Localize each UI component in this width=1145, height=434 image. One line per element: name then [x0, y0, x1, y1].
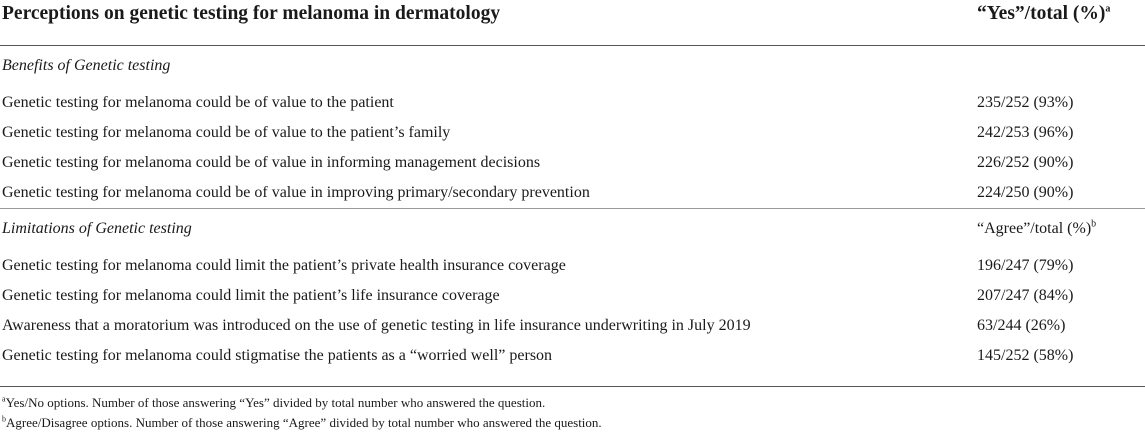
- benefits-heading: Benefits of Genetic testing: [2, 57, 171, 74]
- table-row: [0, 149, 1145, 179]
- row-label: Genetic testing for melanoma could stigmatise the patients as a “worried well” person: [2, 347, 553, 364]
- table-row: [0, 312, 1145, 342]
- limitations-heading-row: [0, 214, 1145, 244]
- limitations-column-header: [977, 220, 1096, 238]
- column-header-footnote-mark: a: [1105, 3, 1111, 15]
- footnote-a: [2, 395, 545, 411]
- footnote-b: [2, 415, 602, 431]
- row-value: 196/247 (79%): [977, 257, 1074, 274]
- table-row: [0, 119, 1145, 149]
- footnote-a-mark: a: [2, 394, 6, 404]
- row-value: 207/247 (84%): [977, 287, 1074, 304]
- row-value: 63/244 (26%): [977, 317, 1066, 334]
- table-row: [0, 282, 1145, 312]
- row-label: Genetic testing for melanoma could limit the patient’s private health insurance coverage: [2, 257, 566, 274]
- table-row: [0, 89, 1145, 119]
- column-header: [977, 3, 1110, 25]
- table-header-row: [0, 0, 1145, 36]
- benefits-section: [0, 51, 1145, 209]
- row-value: 145/252 (58%): [977, 347, 1074, 364]
- footnote-b-mark: b: [2, 414, 6, 424]
- row-label: Genetic testing for melanoma could be of value in informing management decisions: [2, 154, 541, 171]
- row-label: Genetic testing for melanoma could be of value to the patient: [2, 94, 394, 111]
- row-value: 224/250 (90%): [977, 184, 1074, 201]
- limitations-heading: Limitations of Genetic testing: [2, 220, 192, 237]
- column-header-label: “Yes”/total (%): [977, 3, 1106, 24]
- footnote-a-text: Yes/No options. Number of those answering “Yes” divided by total number who answered the question.: [5, 395, 546, 410]
- bottom-rule: [0, 386, 1145, 387]
- table-row: [0, 252, 1145, 282]
- footnote-b-text: Agree/Disagree options. Number of those answering “Agree” divided by total number who answered the question.: [6, 415, 602, 430]
- row-value: 235/252 (93%): [977, 94, 1074, 111]
- section-rule: [0, 208, 1145, 209]
- row-label: Awareness that a moratorium was introduced on the use of genetic testing in life insurance underwriting in July 2019: [2, 317, 751, 334]
- row-label: Genetic testing for melanoma could limit the patient’s life insurance coverage: [2, 287, 500, 304]
- limitations-column-footnote-mark: b: [1091, 218, 1097, 230]
- row-label: Genetic testing for melanoma could be of value to the patient’s family: [2, 124, 451, 141]
- header-rule: [0, 45, 1145, 46]
- limitations-section: [0, 214, 1145, 372]
- benefits-heading-row: [0, 51, 1145, 81]
- row-value: 226/252 (90%): [977, 154, 1074, 171]
- table-title: Perceptions on genetic testing for melanoma in dermatology: [2, 3, 501, 24]
- table-row: [0, 342, 1145, 372]
- limitations-column-label: “Agree”/total (%): [977, 220, 1092, 237]
- row-value: 242/253 (96%): [977, 124, 1074, 141]
- row-label: Genetic testing for melanoma could be of value in improving primary/secondary prevention: [2, 184, 590, 201]
- table-row: [0, 179, 1145, 209]
